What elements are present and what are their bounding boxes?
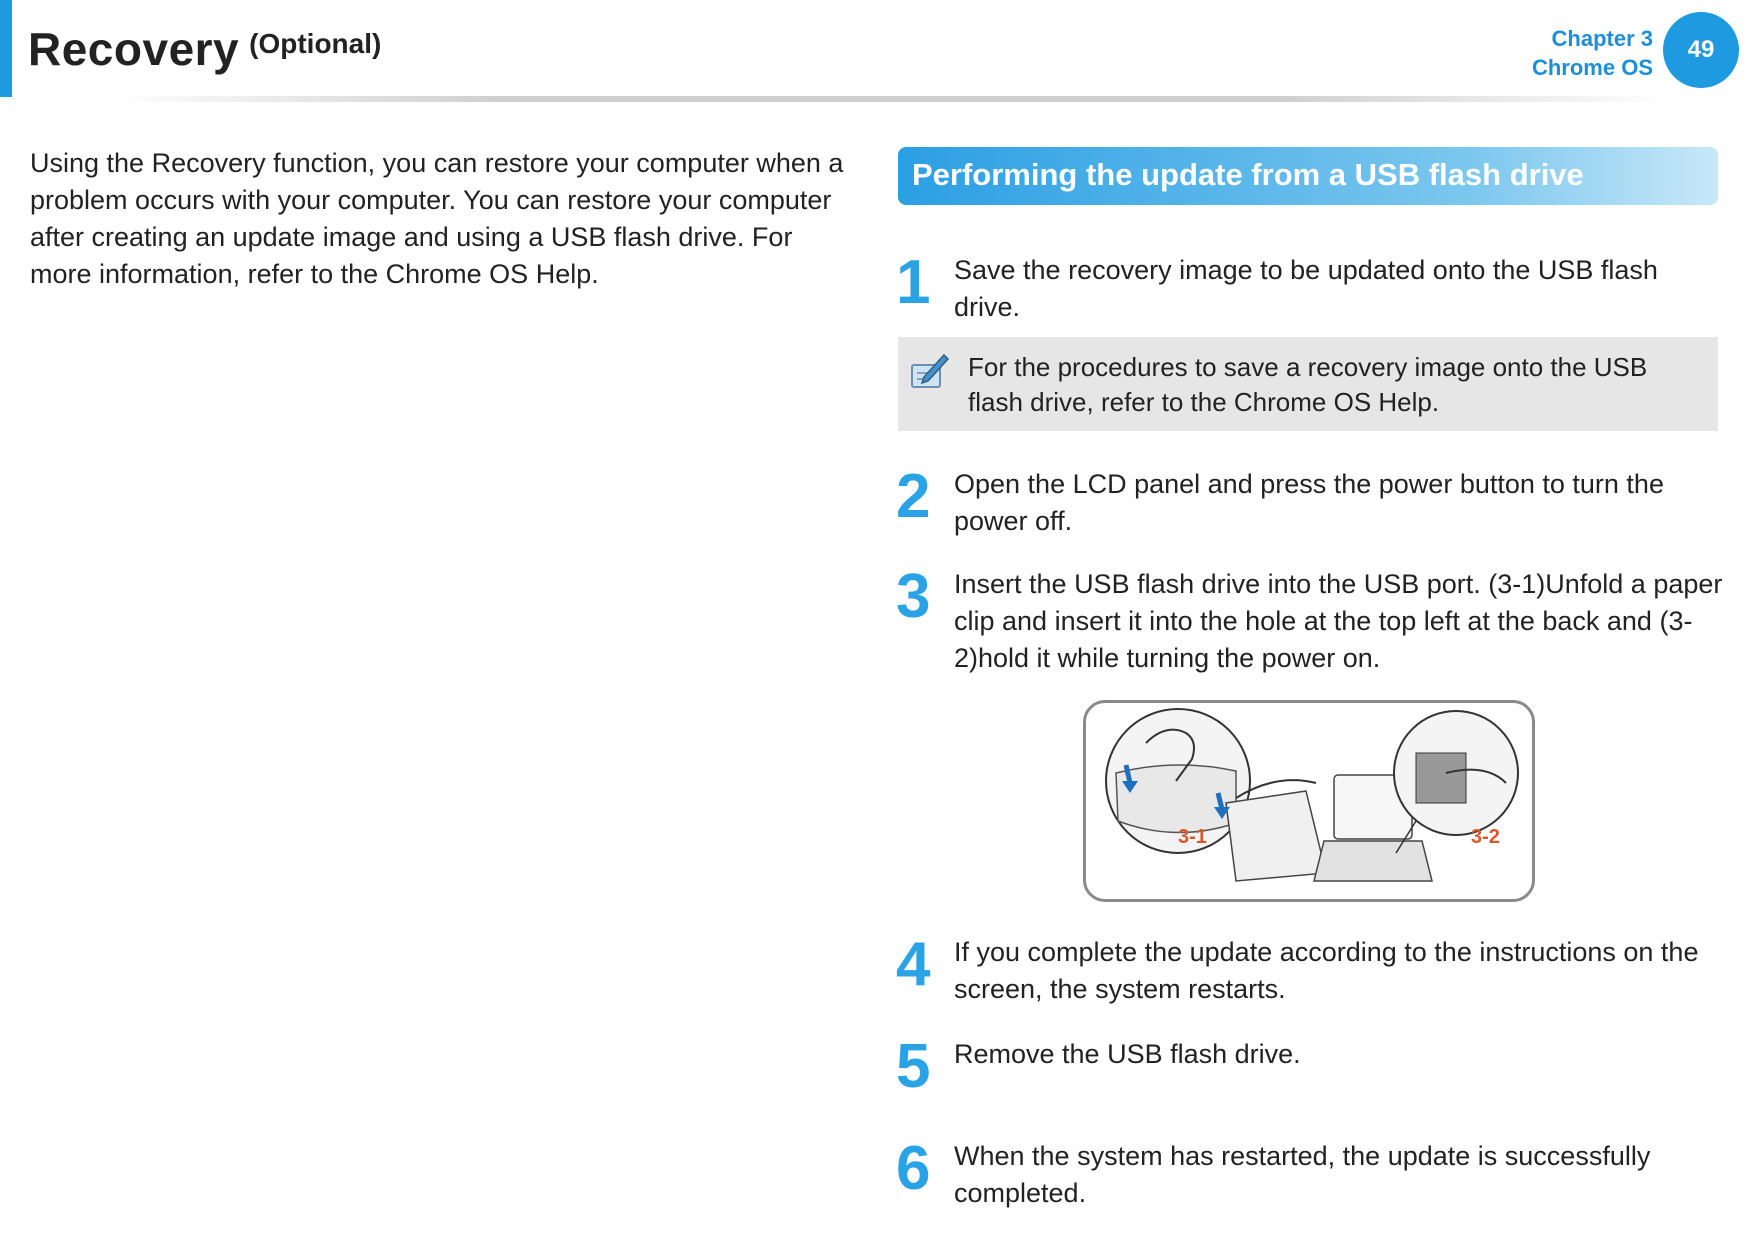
pen-note-icon: [908, 351, 950, 393]
page-title-main: Recovery: [28, 23, 240, 75]
chapter-label: [1532, 24, 1653, 82]
step-text: Open the LCD panel and press the power button to turn the power off.: [954, 469, 1664, 536]
laptop-keyboard: [1314, 841, 1432, 881]
label-3-2: 3-2: [1471, 826, 1500, 848]
step-number: 5: [896, 1032, 931, 1101]
note-text: For the procedures to save a recovery image onto the USB flash drive, refer to the Chrome OS Help.: [968, 352, 1648, 417]
step-number: 2: [896, 462, 931, 531]
header-accent-bar: [0, 0, 12, 97]
step-number: 4: [896, 930, 931, 999]
section-heading-bar: [898, 147, 1718, 205]
step-number: 1: [896, 248, 931, 317]
step-number: 6: [896, 1134, 931, 1203]
header-divider: [110, 96, 1670, 102]
label-3-1: 3-1: [1178, 826, 1207, 848]
step-text: Save the recovery image to be updated onto the USB flash drive.: [954, 255, 1658, 322]
intro-paragraph: Using the Recovery function, you can restore your computer when a problem occurs with your computer. You can restore your computer after creating an update image and using a USB flash drive. For more information, refer to the Chrome OS Help.: [30, 148, 844, 289]
chapter-number: Chapter 3: [1551, 26, 1653, 51]
step-text: When the system has restarted, the update is successfully completed.: [954, 1141, 1651, 1208]
keyboard-detail: [1416, 753, 1466, 803]
laptop-recovery-illustration: [1086, 703, 1532, 899]
laptop-bottom: [1226, 791, 1326, 881]
chapter-name: Chrome OS: [1531, 55, 1653, 80]
note-box: [898, 337, 1718, 431]
section-heading: Performing the update from a USB flash drive: [912, 157, 1584, 192]
step-text: Remove the USB flash drive.: [954, 1039, 1301, 1069]
page-number-badge: 49: [1663, 12, 1739, 88]
step-text: If you complete the update according to the instructions on the screen, the system restarts.: [954, 937, 1699, 1004]
recovery-illustration: [1083, 700, 1535, 902]
page-title: [28, 22, 381, 76]
page-title-suffix: (Optional): [249, 28, 382, 59]
step-number: 3: [896, 562, 931, 631]
step-text: Insert the USB flash drive into the USB port. (3-1)Unfold a paper clip and insert it into the hole at the top left at the back and (3-2)hold it while turning the power on.: [954, 569, 1723, 673]
